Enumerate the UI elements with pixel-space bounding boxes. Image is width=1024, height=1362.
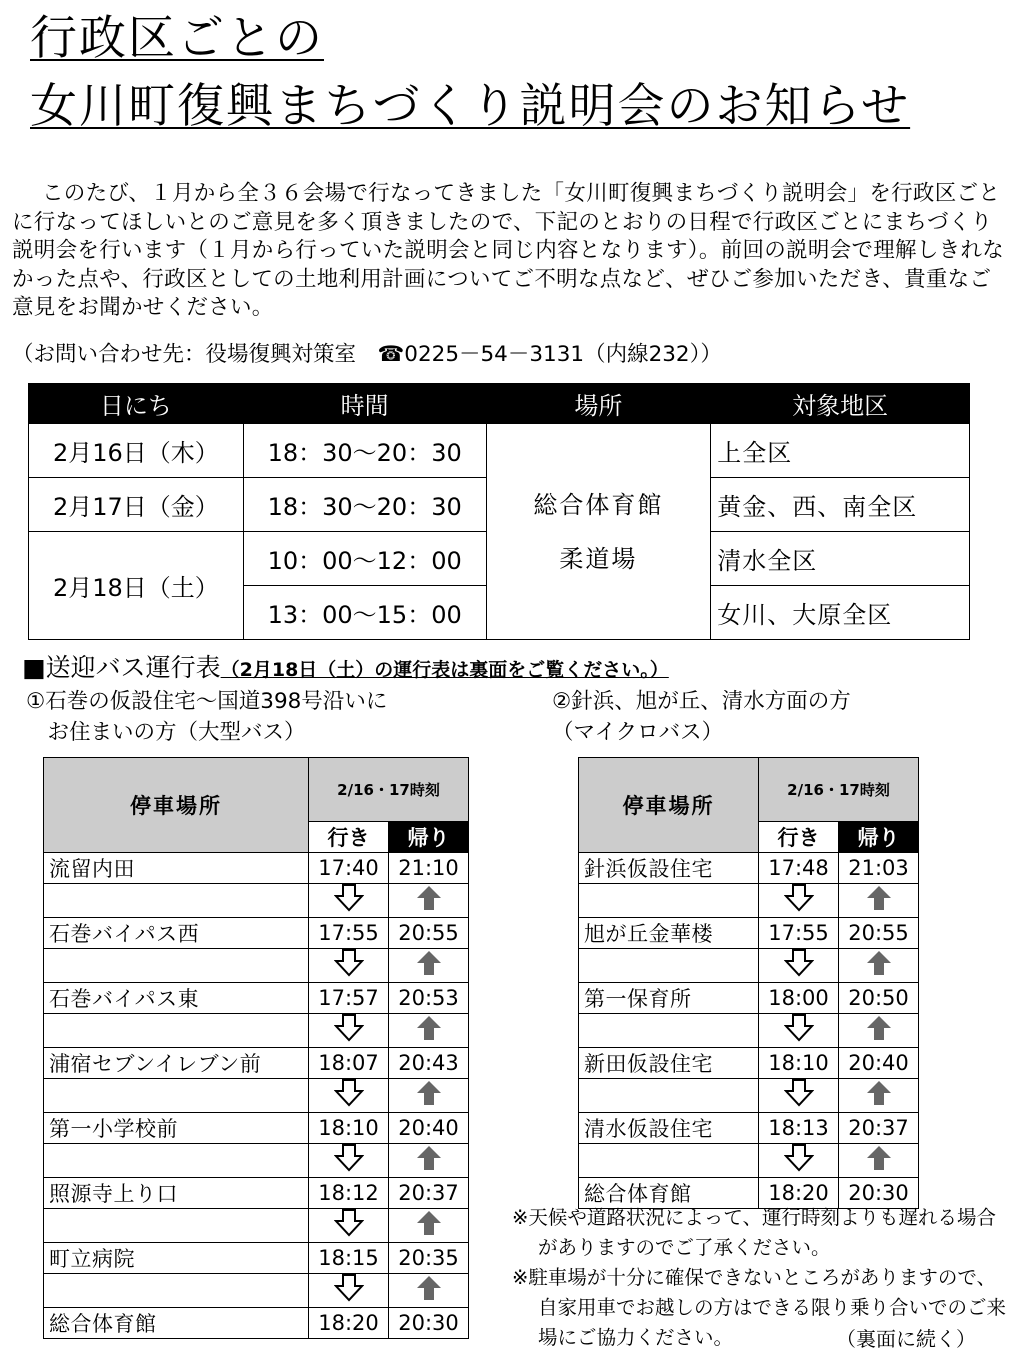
stop-name: 流留内田 (44, 853, 309, 884)
up-arrow-icon (389, 1079, 469, 1113)
route1-title (26, 686, 387, 748)
go-time: 17:55 (759, 918, 839, 949)
arrow-row (44, 1079, 469, 1113)
route2-title (552, 686, 851, 748)
contact-info: （お問い合わせ先：役場復興対策室 ☎0225－54－3131（内線232）） (12, 342, 722, 367)
stop-name: 第一小学校前 (44, 1113, 309, 1144)
up-arrow-icon (839, 1144, 919, 1178)
stop-name: 針浜仮設住宅 (579, 853, 759, 884)
arrow-spacer (44, 949, 309, 983)
arrow-row (579, 1014, 919, 1048)
arrow-row (579, 1144, 919, 1178)
schedule-time: 18：30〜20：30 (243, 478, 486, 532)
header-area: 対象地区 (711, 384, 970, 424)
header-time: 時間 (243, 384, 486, 424)
continued-label: （裏面に続く） (836, 1327, 976, 1351)
route2-timetable (578, 757, 919, 1209)
arrow-spacer (579, 1014, 759, 1048)
schedule-time: 13：00〜15：00 (243, 586, 486, 640)
col-back-header: 帰り (839, 822, 919, 853)
go-time: 18:12 (309, 1178, 389, 1209)
bus-section-heading (22, 648, 669, 684)
up-arrow-icon (839, 1079, 919, 1113)
back-time: 21:03 (839, 853, 919, 884)
stop-name: 総合体育館 (44, 1308, 309, 1339)
col-stop-header: 停車場所 (44, 758, 309, 853)
arrow-row (44, 949, 469, 983)
bus-heading-note: （2月18日（土）の運行表は裏面をご覧ください。） (220, 659, 669, 681)
arrow-row (44, 884, 469, 918)
go-time: 18:20 (759, 1178, 839, 1209)
timetable-row (44, 1308, 469, 1339)
down-arrow-icon (309, 1079, 389, 1113)
schedule-time: 10：00〜12：00 (243, 532, 486, 586)
arrow-spacer (44, 1209, 309, 1243)
back-time: 20:37 (839, 1113, 919, 1144)
schedule-time: 18：30〜20：30 (243, 424, 486, 478)
down-arrow-icon (759, 1079, 839, 1113)
go-time: 18:07 (309, 1048, 389, 1079)
go-time: 17:40 (309, 853, 389, 884)
stop-name: 総合体育館 (579, 1178, 759, 1209)
arrow-row (44, 1209, 469, 1243)
timetable-row (44, 1048, 469, 1079)
schedule-place (486, 424, 711, 640)
intro-text: このたび、１月から全３６会場で行なってきました「女川町復興まちづくり説明会」を行政区ごとに行なってほしいとのご意見を多く頂きましたので、下記のとおりの日程で行政区ごとにまちづくり説明会を行います（１月から行っていた説明会と同じ内容となります）。前回の説明会で理解しきれなかった点や、行政区としての土地利用計画についてご不明な点など、ぜひご参加いただき、貴重なご意見をお聞かせください。 (12, 181, 1005, 320)
back-time: 20:35 (389, 1243, 469, 1274)
go-time: 18:13 (759, 1113, 839, 1144)
route1-title-line2: お住まいの方（大型バス） (26, 720, 306, 745)
go-time: 18:00 (759, 983, 839, 1014)
stop-name: 石巻バイパス東 (44, 983, 309, 1014)
route2-title-line2: （マイクロバス） (552, 720, 724, 745)
arrow-row (579, 1079, 919, 1113)
page-title-line1: 行政区ごとの (30, 11, 324, 66)
back-time: 20:55 (389, 918, 469, 949)
schedule-header-row (29, 384, 970, 424)
back-time: 20:53 (389, 983, 469, 1014)
arrow-row (579, 949, 919, 983)
col-go-header: 行き (309, 822, 389, 853)
down-arrow-icon (759, 1014, 839, 1048)
up-arrow-icon (389, 1014, 469, 1048)
timetable-row (579, 983, 919, 1014)
go-time: 17:57 (309, 983, 389, 1014)
route2-title-line1: ②針浜、旭が丘、清水方面の方 (552, 689, 851, 714)
back-time: 20:40 (389, 1113, 469, 1144)
go-time: 17:55 (309, 918, 389, 949)
timetable-row (44, 1178, 469, 1209)
stop-name: 旭が丘金華楼 (579, 918, 759, 949)
timetable-row (44, 1113, 469, 1144)
schedule-table (28, 383, 970, 640)
schedule-date: 2月18日（土） (29, 532, 244, 640)
col-back-header: 帰り (389, 822, 469, 853)
back-time: 20:30 (839, 1178, 919, 1209)
timetable-row (579, 918, 919, 949)
up-arrow-icon (389, 1209, 469, 1243)
back-time: 20:30 (389, 1308, 469, 1339)
down-arrow-icon (309, 1144, 389, 1178)
bus-heading-text: ■送迎バス運行表 (22, 653, 221, 682)
back-time: 20:55 (839, 918, 919, 949)
timetable-row (44, 1243, 469, 1274)
up-arrow-icon (389, 949, 469, 983)
route1-timetable (43, 757, 469, 1339)
schedule-date: 2月17日（金） (29, 478, 244, 532)
arrow-spacer (579, 1144, 759, 1178)
up-arrow-icon (839, 949, 919, 983)
header-place: 場所 (486, 384, 711, 424)
down-arrow-icon (309, 949, 389, 983)
arrow-spacer (579, 949, 759, 983)
col-stop-header: 停車場所 (579, 758, 759, 853)
stop-name: 町立病院 (44, 1243, 309, 1274)
arrow-row (44, 1274, 469, 1308)
arrow-spacer (44, 1014, 309, 1048)
down-arrow-icon (759, 884, 839, 918)
timetable-row (579, 1048, 919, 1079)
timetable-row (579, 853, 919, 884)
timetable-row (44, 983, 469, 1014)
down-arrow-icon (759, 1144, 839, 1178)
schedule-date: 2月16日（木） (29, 424, 244, 478)
down-arrow-icon (759, 949, 839, 983)
place-line2: 柔道場 (559, 544, 638, 573)
back-time: 20:43 (389, 1048, 469, 1079)
arrow-spacer (44, 1079, 309, 1113)
go-time: 18:10 (759, 1048, 839, 1079)
back-time: 20:37 (389, 1178, 469, 1209)
schedule-area: 女川、大原全区 (711, 586, 970, 640)
up-arrow-icon (389, 884, 469, 918)
place-line1: 総合体育館 (533, 490, 664, 519)
col-date-header: 2/16・17時刻 (309, 758, 469, 822)
back-time: 20:50 (839, 983, 919, 1014)
timetable-row (44, 853, 469, 884)
arrow-spacer (44, 1144, 309, 1178)
schedule-area: 清水全区 (711, 532, 970, 586)
up-arrow-icon (839, 884, 919, 918)
timetable-row (44, 918, 469, 949)
intro-paragraph (12, 180, 1012, 323)
note-parking: ※駐車場が十分に確保できないところがありますので、自家用車でお越しの方はできる限り乗り合いでのご来場にご協力ください。 (512, 1266, 1007, 1349)
up-arrow-icon (839, 1014, 919, 1048)
stop-name: 第一保育所 (579, 983, 759, 1014)
down-arrow-icon (309, 1209, 389, 1243)
stop-name: 浦宿セブンイレブン前 (44, 1048, 309, 1079)
up-arrow-icon (389, 1274, 469, 1308)
route1-title-line1: ①石巻の仮設住宅〜国道398号沿いに (26, 689, 388, 714)
schedule-area: 上全区 (711, 424, 970, 478)
down-arrow-icon (309, 884, 389, 918)
page-title-line2: 女川町復興まちづくり説明会のお知らせ (30, 79, 911, 134)
up-arrow-icon (389, 1144, 469, 1178)
go-time: 17:48 (759, 853, 839, 884)
stop-name: 照源寺上り口 (44, 1178, 309, 1209)
arrow-spacer (44, 884, 309, 918)
arrow-spacer (579, 884, 759, 918)
header-date: 日にち (29, 384, 244, 424)
arrow-spacer (579, 1079, 759, 1113)
note-weather: ※天候や道路状況によって、運行時刻よりも遅れる場合がありますのでご了承ください。 (512, 1206, 996, 1259)
go-time: 18:10 (309, 1113, 389, 1144)
back-time: 21:10 (389, 853, 469, 884)
schedule-area: 黄金、西、南全区 (711, 478, 970, 532)
stop-name: 新田仮設住宅 (579, 1048, 759, 1079)
down-arrow-icon (309, 1014, 389, 1048)
stop-name: 清水仮設住宅 (579, 1113, 759, 1144)
arrow-row (579, 884, 919, 918)
col-go-header: 行き (759, 822, 839, 853)
down-arrow-icon (309, 1274, 389, 1308)
timetable-row (579, 1113, 919, 1144)
arrow-spacer (44, 1274, 309, 1308)
stop-name: 石巻バイパス西 (44, 918, 309, 949)
go-time: 18:15 (309, 1243, 389, 1274)
go-time: 18:20 (309, 1308, 389, 1339)
arrow-row (44, 1014, 469, 1048)
back-time: 20:40 (839, 1048, 919, 1079)
schedule-row (29, 424, 970, 478)
arrow-row (44, 1144, 469, 1178)
col-date-header: 2/16・17時刻 (759, 758, 919, 822)
